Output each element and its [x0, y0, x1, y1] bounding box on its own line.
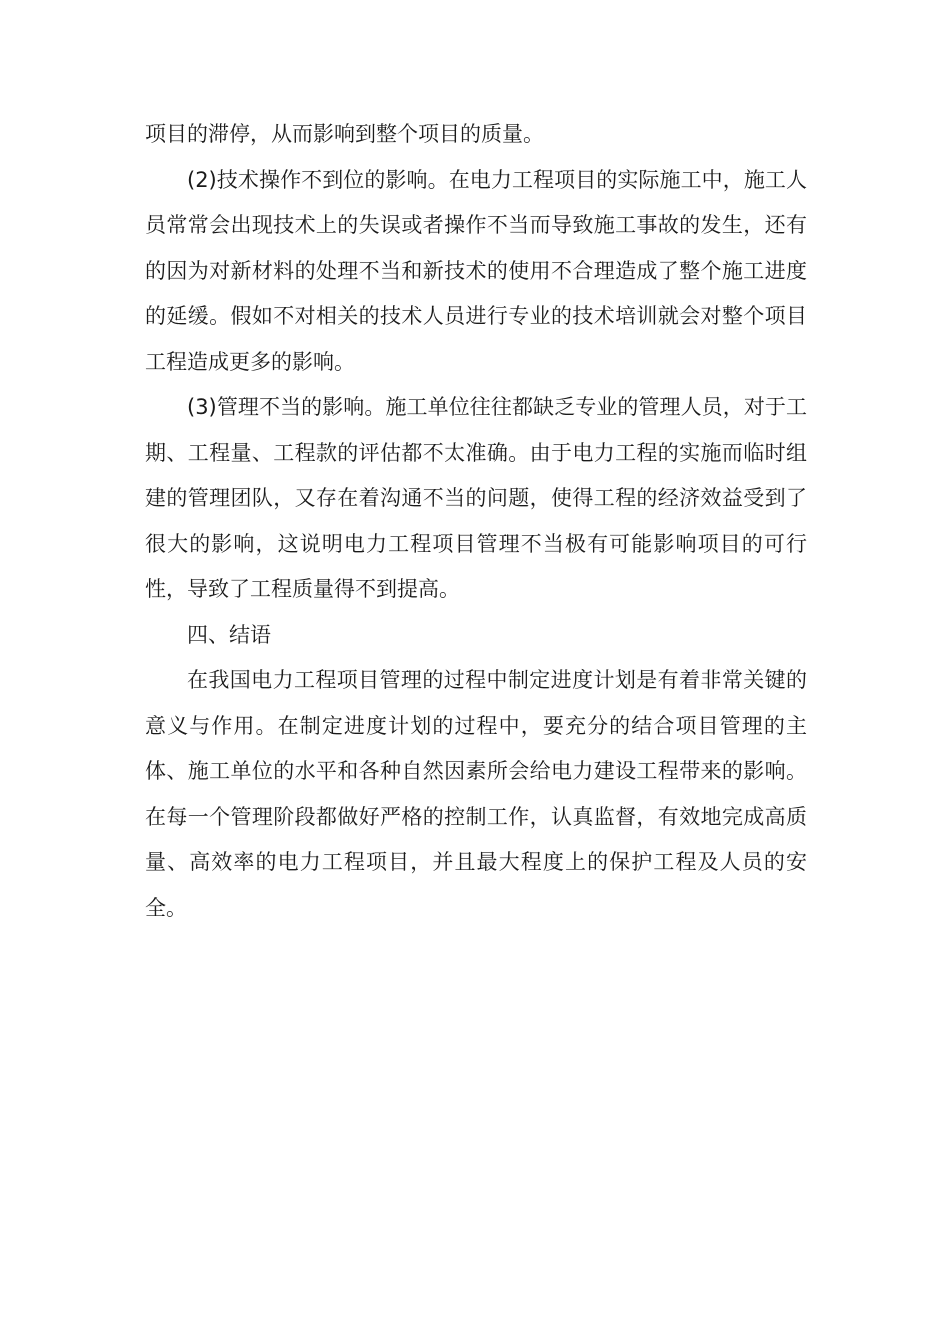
- paragraph-continuation: 项目的滞停，从而影响到整个项目的质量。: [145, 122, 544, 146]
- document-body: [145, 112, 807, 931]
- paragraph-conclusion: 在我国电力工程项目管理的过程中制定进度计划是有着非常关键的意义与作用。在制定进度计划的过程中，要充分的结合项目管理的主体、施工单位的水平和各种自然因素所会给电力建设工程带来的影响。在每一个管理阶段都做好严格的控制工作，认真监督，有效地完成高质量、高效率的电力工程项目，并且最大程度上的保护工程及人员的安全。: [145, 668, 807, 920]
- section-heading: 四、结语: [187, 622, 271, 647]
- paragraph-point-2: (2)技术操作不到位的影响。在电力工程项目的实际施工中，施工人员常常会出现技术上的失误或者操作不当而导致施工事故的发生，还有的因为对新材料的处理不当和新技术的使用不合理造成了整个施工进度的延缓。假如不对相关的技术人员进行专业的技术培训就会对整个项目工程造成更多的影响。: [145, 167, 807, 374]
- paragraph-point-3: (3)管理不当的影响。施工单位往往都缺乏专业的管理人员，对于工期、工程量、工程款的评估都不太准确。由于电力工程的实施而临时组建的管理团队，又存在着沟通不当的问题，使得工程的经济效益受到了很大的影响，这说明电力工程项目管理不当极有可能影响项目的可行性，导致了工程质量得不到提高。: [145, 395, 807, 601]
